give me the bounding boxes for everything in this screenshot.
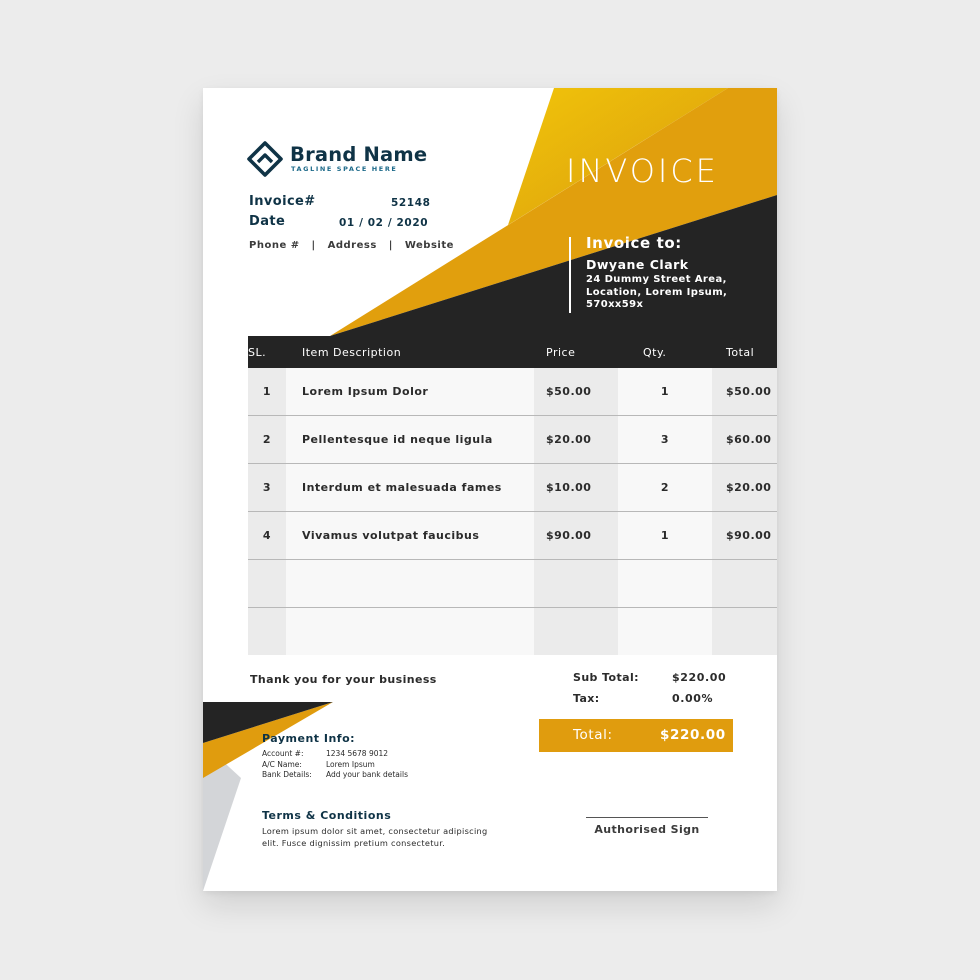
cell-price: $50.00	[534, 368, 618, 416]
grand-total-label: Total:	[573, 727, 613, 743]
cell-total: $60.00	[712, 416, 777, 464]
cell-qty	[618, 608, 712, 656]
brand-tagline: TAGLINE SPACE HERE	[291, 165, 398, 173]
header-sl: SL.	[248, 336, 286, 368]
invoice-to-divider	[569, 237, 571, 313]
header-total: Total	[712, 336, 777, 368]
table-row	[248, 416, 777, 464]
cell-description: Lorem Ipsum Dolor	[286, 368, 534, 416]
bank-details-label: Bank Details:	[262, 770, 312, 779]
table-row	[248, 608, 777, 656]
account-number-label: Account #:	[262, 749, 304, 758]
date-value: 01 / 02 / 2020	[339, 217, 429, 229]
subtotal-label: Sub Total:	[573, 671, 639, 684]
payment-info-title: Payment Info:	[262, 732, 356, 745]
header-qty: Qty.	[618, 336, 712, 368]
cell-qty: 2	[618, 464, 712, 512]
cell-description	[286, 608, 534, 656]
signature-line	[586, 817, 708, 818]
cell-sl	[248, 608, 286, 656]
client-name: Dwyane Clark	[586, 257, 689, 272]
cell-sl	[248, 560, 286, 608]
contact-line: Phone # | Address | Website	[249, 240, 454, 251]
cell-total	[712, 608, 777, 656]
cell-price: $90.00	[534, 512, 618, 560]
items-table	[248, 336, 777, 655]
cell-total: $20.00	[712, 464, 777, 512]
cell-sl: 3	[248, 464, 286, 512]
invoice-number-label: Invoice#	[249, 194, 316, 209]
table-header-row	[248, 336, 777, 368]
table-row	[248, 368, 777, 416]
cell-total	[712, 560, 777, 608]
cell-description	[286, 560, 534, 608]
thank-you-note: Thank you for your business	[250, 673, 437, 686]
date-label: Date	[249, 214, 286, 229]
cell-total: $50.00	[712, 368, 777, 416]
invoice-sheet	[203, 88, 777, 891]
grand-total-box	[539, 719, 733, 752]
signature-label: Authorised Sign	[594, 823, 700, 836]
account-name-label: A/C Name:	[262, 760, 302, 769]
cell-description: Pellentesque id neque ligula	[286, 416, 534, 464]
cell-sl: 4	[248, 512, 286, 560]
cell-description: Interdum et malesuada fames	[286, 464, 534, 512]
invoice-to-heading: Invoice to:	[586, 234, 682, 252]
subtotal-value: $220.00	[672, 671, 727, 684]
header-price: Price	[534, 336, 618, 368]
account-number-value: 1234 5678 9012	[326, 749, 389, 758]
terms-text: Lorem ipsum dolor sit amet, consectetur adipiscing elit. Fusce dignissim pretium consectetur.	[262, 826, 488, 848]
client-address: 24 Dummy Street Area, Location, Lorem Ipsum, 570xx59x	[586, 274, 728, 310]
invoice-title: INVOICE	[566, 152, 719, 190]
table-row	[248, 512, 777, 560]
table-row	[248, 560, 777, 608]
cell-qty: 1	[618, 368, 712, 416]
tax-value: 0.00%	[672, 692, 714, 705]
cell-qty	[618, 560, 712, 608]
cell-price	[534, 560, 618, 608]
cell-sl: 1	[248, 368, 286, 416]
diamond-house-logo-icon	[247, 141, 283, 177]
bank-details-value: Add your bank details	[326, 770, 408, 779]
grand-total-value: $220.00	[660, 727, 726, 743]
cell-sl: 2	[248, 416, 286, 464]
cell-total: $90.00	[712, 512, 777, 560]
cell-qty: 3	[618, 416, 712, 464]
header-description: Item Description	[286, 336, 534, 368]
cell-description: Vivamus volutpat faucibus	[286, 512, 534, 560]
cell-price: $10.00	[534, 464, 618, 512]
table-row	[248, 464, 777, 512]
account-name-value: Lorem Ipsum	[326, 760, 375, 769]
invoice-number-value: 52148	[391, 197, 431, 209]
terms-title: Terms & Conditions	[262, 809, 392, 822]
cell-price	[534, 608, 618, 656]
brand-name: Brand Name	[290, 143, 428, 166]
tax-label: Tax:	[573, 692, 600, 705]
cell-qty: 1	[618, 512, 712, 560]
cell-price: $20.00	[534, 416, 618, 464]
